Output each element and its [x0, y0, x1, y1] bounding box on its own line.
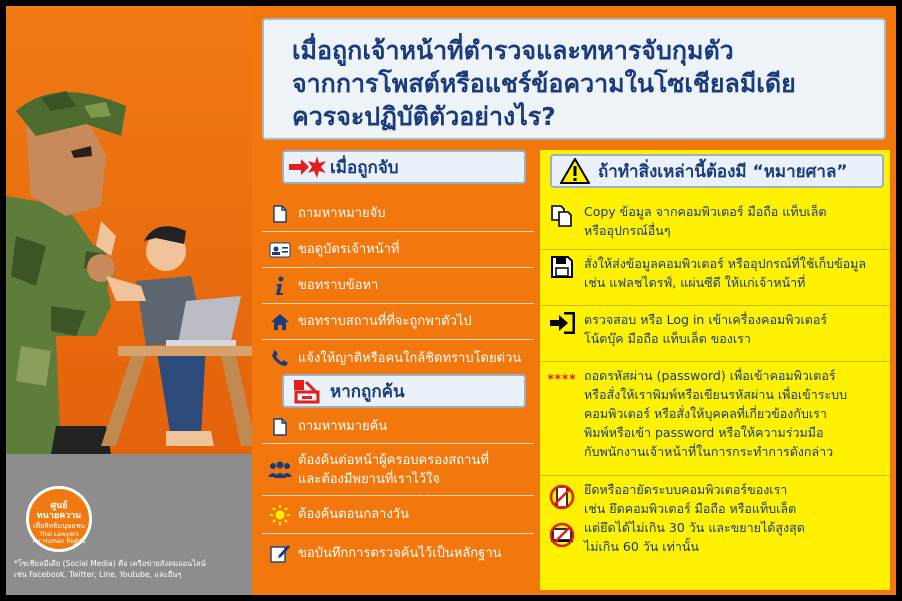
- save-icon: [540, 250, 584, 278]
- no-device-icon: [540, 476, 584, 548]
- list-item: ถามหาหมายจับ: [262, 196, 534, 232]
- footnote: *โซเชียลมีเดีย (Social Media) คือ เครือข่ายสังคมออนไลน์ เช่น Facebook, Twitter, Line, Youtube, และอื่นๆ: [14, 559, 206, 579]
- list-item: ขอบันทึกการตรวจค้นไว้เป็นหลักฐาน: [262, 534, 534, 572]
- list-item: ถามหาหมายค้น: [262, 410, 534, 444]
- list-item: แจ้งให้ญาติหรือคนใกล้ชิดทราบโดยด่วน: [262, 340, 534, 376]
- copy-icon: [540, 198, 584, 228]
- edit-icon: [262, 543, 298, 563]
- list-item: ต้องค้นต่อหน้าผู้ครอบครองสถานที่ และต้องมีพยานที่เราไว้ใจ: [262, 444, 534, 496]
- illustration-panel: [6, 6, 252, 595]
- title-line-1: เมื่อถูกเจ้าหน้าที่ตำรวจและทหารจับกุมตัว: [292, 36, 734, 65]
- list-item: ตรวจสอบ หรือ Log in เข้าเครื่องคอมพิวเตอร์ โน้ตบุ๊ค มือถือ แท็บเล็ต ของเรา: [540, 306, 890, 362]
- list-item: ขอทราบข้อหา: [262, 268, 534, 304]
- list-item: **** ถอดรหัสผ่าน (password) เพื่อเข้าคอมพิวเตอร์ หรือสั่งให้เราพิมพ์หรือเขียนรหัสผ่าน เพื่อเข้าระบบ คอมพิวเตอร์ หรือสั่งให้บุคคลที่เกี่ยวข้องกับเรา พิมพ์หรือเข้า password หรือให้ความร่วมมือ กับพนักงานเจ้าหน้าที่ในการกระทำการดังกล่าว: [540, 362, 890, 476]
- id-card-icon: [262, 242, 298, 258]
- tlhr-logo: ศูนย์ ทนายความ เพื่อสิทธิมนุษยชน Thai Lawyers for Human Rights: [26, 486, 92, 552]
- search-room-icon: [284, 378, 330, 404]
- info-icon: [262, 276, 298, 296]
- phone-icon: [262, 349, 298, 367]
- warning-icon: [552, 158, 598, 184]
- group-icon: [262, 461, 298, 479]
- court-warrant-column: [540, 150, 890, 590]
- list-item: ขอทราบสถานที่ที่จะถูกพาตัวไป: [262, 304, 534, 340]
- title-line-3: ควรจะปฏิบัติตัวอย่างไร?: [292, 102, 556, 131]
- list-item: ขอดูบัตรเจ้าหน้าที่: [262, 232, 534, 268]
- arrest-heading: เมื่อถูกจับ: [282, 150, 526, 184]
- list-item: Copy ข้อมูล จากคอมพิวเตอร์ มือถือ แท็บเล็ต หรืออุปกรณ์อื่นๆ: [540, 198, 890, 250]
- sun-icon: [262, 504, 298, 526]
- page-title: [262, 18, 886, 140]
- list-item: ยึดหรืออายัดระบบคอมพิวเตอร์ของเรา เช่น ยึดคอมพิวเตอร์ มือถือ หรือแท็บเล็ต แต่ยึดได้ไม่เกิน 30 วัน และขยายได้สูงสุด ไม่เกิน 60 วัน เท่านั้น: [540, 476, 890, 572]
- document-icon: [262, 205, 298, 223]
- warrant-heading: ถ้าทำสิ่งเหล่านี้ต้องมี “หมายศาล”: [550, 154, 884, 188]
- login-icon: [540, 306, 584, 334]
- list-item: สั่งให้ส่งข้อมูลคอมพิวเตอร์ หรืออุปกรณ์ที่ใช้เก็บข้อมูล เช่น แฟลชไดรฟ์, แผ่นซีดี ให้แก่เจ้าหน้าที่: [540, 250, 890, 306]
- document-icon: [262, 418, 298, 436]
- infographic: [6, 6, 896, 595]
- arrest-and-search-column: [262, 150, 534, 590]
- home-icon: [262, 313, 298, 331]
- soldier-arrest-illustration: [6, 6, 252, 454]
- password-stars-icon: ****: [547, 372, 577, 386]
- alarm-burst-icon: [284, 155, 330, 179]
- search-heading: หากถูกค้น: [282, 374, 526, 408]
- list-item: ต้องค้นตอนกลางวัน: [262, 496, 534, 534]
- title-line-2: จากการโพสต์หรือแชร์ข้อความในโซเชียลมีเดีย: [292, 69, 796, 98]
